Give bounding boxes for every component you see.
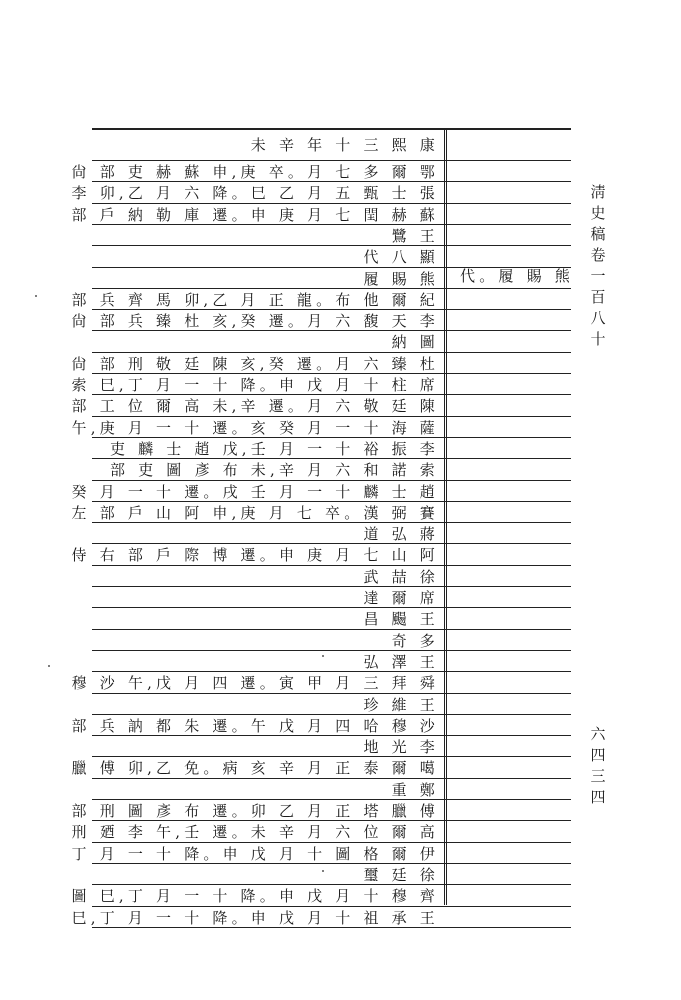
record-row <box>71 375 443 395</box>
scan-speck <box>322 870 324 872</box>
row-rule <box>92 224 571 225</box>
record-text: 午,庚 月 一 十 遷。亥 癸 月 一 十 海 薩 <box>71 418 439 437</box>
record-row <box>71 396 443 416</box>
record-text: 鷺 王 <box>391 226 439 245</box>
record-row <box>71 801 443 821</box>
row-rule <box>92 693 571 694</box>
side-title-char: 淸 <box>590 183 606 201</box>
record-row <box>71 354 443 374</box>
record-text: 刑 廼 李 午,壬 遷。未 辛 月 六 位 爾 高 <box>71 823 439 842</box>
row-rule <box>92 501 571 502</box>
record-row <box>96 609 443 629</box>
record-row <box>96 269 443 289</box>
record-row <box>71 162 443 182</box>
page-number-char: 三 <box>590 767 606 785</box>
record-text: 履 賜 熊 <box>363 269 439 288</box>
record-row <box>71 205 443 225</box>
side-title-char: 一 <box>590 267 606 285</box>
row-rule <box>92 820 571 821</box>
record-text: 尙 部 吏 赫 蘇 申,庚 卒。月 七 多 爾 鄂 <box>71 163 439 181</box>
record-row <box>71 418 443 438</box>
record-row <box>96 226 443 246</box>
record-row <box>96 332 443 352</box>
row-rule <box>92 778 571 779</box>
row-rule <box>92 735 571 736</box>
record-text: 道 弘 蔣 <box>363 525 439 544</box>
row-rule <box>92 671 571 672</box>
record-row <box>96 567 443 587</box>
record-text: 部 兵 訥 都 朱 遷。午 戊 月 四 哈 穆 沙 <box>71 716 439 735</box>
record-text: 弘 澤 王 <box>363 652 439 671</box>
row-rule <box>92 714 571 715</box>
row-rule <box>92 884 571 885</box>
row-rule <box>92 543 571 544</box>
record-row <box>96 737 443 757</box>
page-number-char: 四 <box>590 746 606 764</box>
record-row <box>71 311 443 331</box>
row-rule <box>92 203 571 204</box>
page-number-char: 四 <box>590 788 606 806</box>
record-text: 珍 維 王 <box>363 695 439 714</box>
side-title-char: 卷 <box>590 246 606 264</box>
record-row <box>71 545 443 565</box>
row-rule <box>92 607 571 608</box>
record-row <box>96 588 443 608</box>
record-row <box>71 908 443 928</box>
record-row <box>96 460 443 480</box>
row-rule <box>92 650 571 651</box>
row-rule <box>92 373 571 374</box>
record-text: 部 兵 齊 馬 卯,乙 月 正 龍。布 他 爾 紀 <box>71 290 439 309</box>
side-title-char: 八 <box>590 309 606 327</box>
record-text: 部 戶 納 勒 庫 遷。申 庚 月 七 閏 赫 蘇 <box>71 205 439 224</box>
record-row <box>71 503 443 523</box>
row-rule <box>92 842 571 843</box>
row-rule <box>92 288 571 289</box>
row-rule <box>92 416 571 417</box>
extra-column-text: 代。履 賜 熊 <box>460 267 574 285</box>
record-row <box>71 183 443 203</box>
row-rule <box>92 863 571 864</box>
side-title-char: 十 <box>590 330 606 348</box>
record-row <box>96 865 443 885</box>
side-title-char: 稿 <box>590 225 606 243</box>
record-row <box>71 886 443 906</box>
record-text: 部 刑 圖 彥 布 遷。卯 乙 月 正 塔 臘 傅 <box>71 802 439 820</box>
record-text: 圖 巳,丁 月 一 十 降。申 戊 月 十 穆 齊 <box>71 887 439 906</box>
side-title <box>589 182 607 350</box>
record-text: 部 工 位 爾 高 未,辛 遷。月 六 敬 廷 陳 <box>71 397 439 416</box>
side-title-char: 百 <box>590 288 606 306</box>
row-rule <box>92 309 571 310</box>
record-row <box>96 247 443 267</box>
record-text: 左 部 戶 山 阿 申,庚 月 七 卒。漢 弼 賽 <box>71 503 439 522</box>
record-row <box>71 482 443 502</box>
scan-speck <box>48 665 50 667</box>
record-row <box>71 290 443 310</box>
record-text: 巳,丁 月 一 十 降。申 戊 月 十 祖 承 王 <box>71 908 439 927</box>
record-text: 代 八 顯 <box>363 248 439 267</box>
row-rule <box>92 394 571 395</box>
record-text: 奇 多 <box>391 631 439 650</box>
scan-speck <box>35 295 37 297</box>
record-row <box>71 822 443 842</box>
scan-speck <box>322 655 324 657</box>
header-rule <box>92 160 571 161</box>
record-row <box>71 844 443 864</box>
record-text: 武 喆 徐 <box>363 567 439 586</box>
row-rule <box>92 756 571 757</box>
record-text: 達 爾 席 <box>363 589 439 607</box>
row-rule <box>92 629 571 630</box>
record-text: 索 巳,丁 月 一 十 降。申 戊 月 十 柱 席 <box>71 376 439 394</box>
row-rule <box>92 458 571 459</box>
record-text: 部 吏 圖 彥 布 未,辛 月 六 和 諾 索 <box>109 461 439 480</box>
record-row <box>71 716 443 736</box>
row-rule <box>92 437 571 438</box>
record-row <box>96 439 443 459</box>
row-rule <box>92 565 571 566</box>
record-text: 侍 右 部 戶 際 博 遷。申 庚 月 七 山 阿 <box>71 546 439 565</box>
record-text: 李 卯,乙 月 六 降。巳 乙 月 五 甄 士 張 <box>71 184 439 203</box>
row-rule <box>92 927 571 928</box>
record-text: 臘 傅 卯,乙 免。病 亥 辛 月 正 泰 爾 噶 <box>71 759 439 778</box>
record-text: 重 鄭 <box>391 780 439 799</box>
row-rule <box>92 586 571 587</box>
record-text: 納 圖 <box>391 333 439 352</box>
record-row <box>96 780 443 800</box>
record-text: 丁 月 一 十 降。申 戊 月 十 圖 格 爾 伊 <box>71 844 439 863</box>
record-text: 吏 麟 士 趙 戊,壬 月 一 十 裕 振 李 <box>109 439 439 458</box>
row-rule <box>92 245 571 246</box>
record-row <box>96 695 443 715</box>
page-number <box>589 724 607 808</box>
record-text: 尙 部 兵 臻 杜 亥,癸 遷。月 六 馥 天 李 <box>71 312 439 331</box>
record-text: 璽 廷 徐 <box>363 865 439 884</box>
record-row <box>96 631 443 651</box>
row-rule <box>92 522 571 523</box>
record-row <box>71 758 443 778</box>
row-rule <box>92 330 571 331</box>
header-text: 未 辛 年 十 三 熙 康 <box>250 136 439 154</box>
row-rule <box>92 799 571 800</box>
row-rule <box>92 480 571 481</box>
record-text: 癸 月 一 十 遷。戌 壬 月 一 十 麟 士 趙 <box>71 482 439 501</box>
header-row <box>96 135 443 155</box>
row-rule <box>92 352 571 353</box>
record-row <box>96 652 443 672</box>
row-rule <box>92 906 571 907</box>
extra-column-entry <box>452 266 574 286</box>
record-text: 地 光 李 <box>363 738 439 757</box>
record-text: 穆 沙 午,戊 月 四 遷。寅 甲 月 三 拜 舜 <box>71 674 439 693</box>
page-number-char: 六 <box>590 725 606 743</box>
record-text: 昌 颺 王 <box>363 610 439 629</box>
record-row <box>71 673 443 693</box>
top-rule <box>92 128 571 130</box>
record-row <box>96 524 443 544</box>
row-rule <box>92 181 571 182</box>
record-text: 尙 部 刑 敬 廷 陳 亥,癸 遷。月 六 臻 杜 <box>71 354 439 373</box>
side-title-char: 史 <box>590 204 606 222</box>
